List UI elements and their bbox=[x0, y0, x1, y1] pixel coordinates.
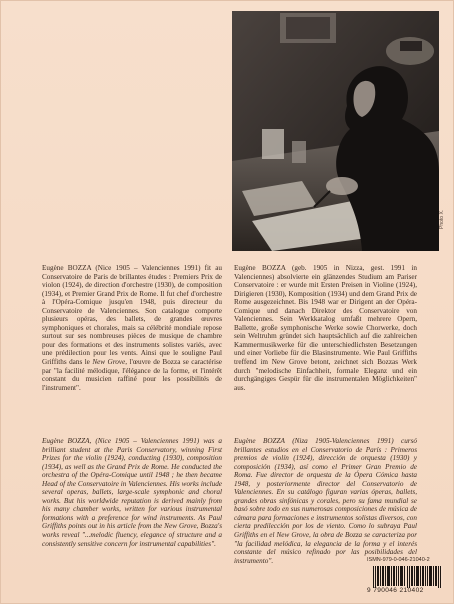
photo-credit: Photo X. bbox=[439, 209, 445, 229]
german-paragraph: Eugène BOZZA (geb. 1905 in Nizza, gest. 1991 in Valenciennes) absolvierte ein glänzendes Studium am Pariser Conservatoire : er wurde mit Ersten Preisen in Violine (1924), Dirigieren (1930), Komposition (1934) und dem Grand Prix de Rome ausgezeichnet. Bis 1948 war er Dirigent an der Opéra-Comique und danach Direktor des Conservatoire von Valenciennes. Sein Werkkatalog umfaßt mehrere Opern, Ballette, große symphonische Werke sowie Chorwerke, doch sein Weltruhm gründet sich hauptsächlich auf die zahlreichen Kammermusikwerke für die unterschiedlichsten Besetzungen und einer Vorliebe für die Blasinstrumente. Wie Paul Griffiths treffend im New Grove betont, zeichnet sich Bozzas Werk durch "melodische Einfachheit, formale Eleganz und ein durchgängiges Gespür für die instrumentalen Möglichkeiten" aus. bbox=[234, 264, 417, 392]
english-paragraph: Eugène BOZZA, (Nice 1905 – Valenciennes 1991) was a brilliant student at the Paris Conservatory, winning First Prizes for the violin (1924), conducting (1930), composition (1934), as well as the Grand Prix de Rome. He conducted the orchestra of the Opéra-Comique until 1948 ; he then became Head of the Conservatoire in Valenciennes. His works include several operas, ballets, large-scale symphonic and choral works. But his worldwide reputation is derived mainly from his many chamber works, written for various instrumental formations with a preference for wind instruments. As Paul Griffiths points out in his article from the New Grove, Bozza's works reveal "...melodic fluency, elegance of structure and a consistently sensitive concern for instrumental capabilities". bbox=[42, 437, 222, 548]
spanish-paragraph: Eugène BOZZA (Niza 1905-Valenciennes 1991) cursó brillantes estudios en el Conservatorio de París : Primeros premios de violín (1924), dirección de orquesta (1930) y composición (1934), así como el Primer Gran Premio de Roma. Fue director de orquesta de la Ópera Cómica hasta 1948, y posteriormente director del Conservatorio de Valenciennes. En su catálogo figuran varias óperas, ballets, grandes obras sinfónicas y corales, pero su fama mundial se basó sobre todo en sus numerosas composiciones de música de cámara para formaciones e instrumentos solistas diversos, con cierta predilección por los de viento. Como lo subraya Paul Griffiths en el New Grove, la obra de Bozza se caracteriza por "la facilidad melódica, la elegancia de la forma y el interés constante del músico refinado por las posibilidades del instrumento". bbox=[234, 437, 417, 565]
french-paragraph: Eugène BOZZA (Nice 1905 – Valenciennes 1991) fit au Conservatoire de Paris de brillantes études : Premiers Prix de violon (1924), de direction d'orchestre (1930), de composition (1934), et Premier Grand Prix de Rome. Il fut chef d'orchestre à l'Opéra-Comique jusqu'en 1948, puis directeur du Conservatoire de Valenciennes. Son catalogue comporte plusieurs opéras, des ballets, de grandes œuvres symphoniques et chorales, mais sa célébrité mondiale repose surtout sur ses nombreuses pièces de musique de chambre pour des formations et des instruments solistes variés, avec une prédilection pour les vents. Ainsi que le souligne Paul Griffiths dans le New Grove, l'œuvre de Bozza se caractérise par "la facilité mélodique, l'élégance de la forme, et l'intérêt constant du musicien raffiné pour les possibilités de l'instrument". bbox=[42, 264, 222, 392]
photo-illustration bbox=[232, 11, 439, 251]
ismn-label: ISMN-979-0-046-21040-2 bbox=[367, 557, 430, 563]
biography-french bbox=[42, 264, 222, 392]
barcode-number: 9 790046 210402 bbox=[367, 587, 424, 594]
composer-photo bbox=[232, 11, 439, 251]
biography-spanish bbox=[234, 437, 417, 565]
biography-english bbox=[42, 437, 222, 548]
biography-german bbox=[234, 264, 417, 392]
barcode-icon bbox=[373, 566, 443, 588]
barcode-bars bbox=[373, 566, 443, 588]
